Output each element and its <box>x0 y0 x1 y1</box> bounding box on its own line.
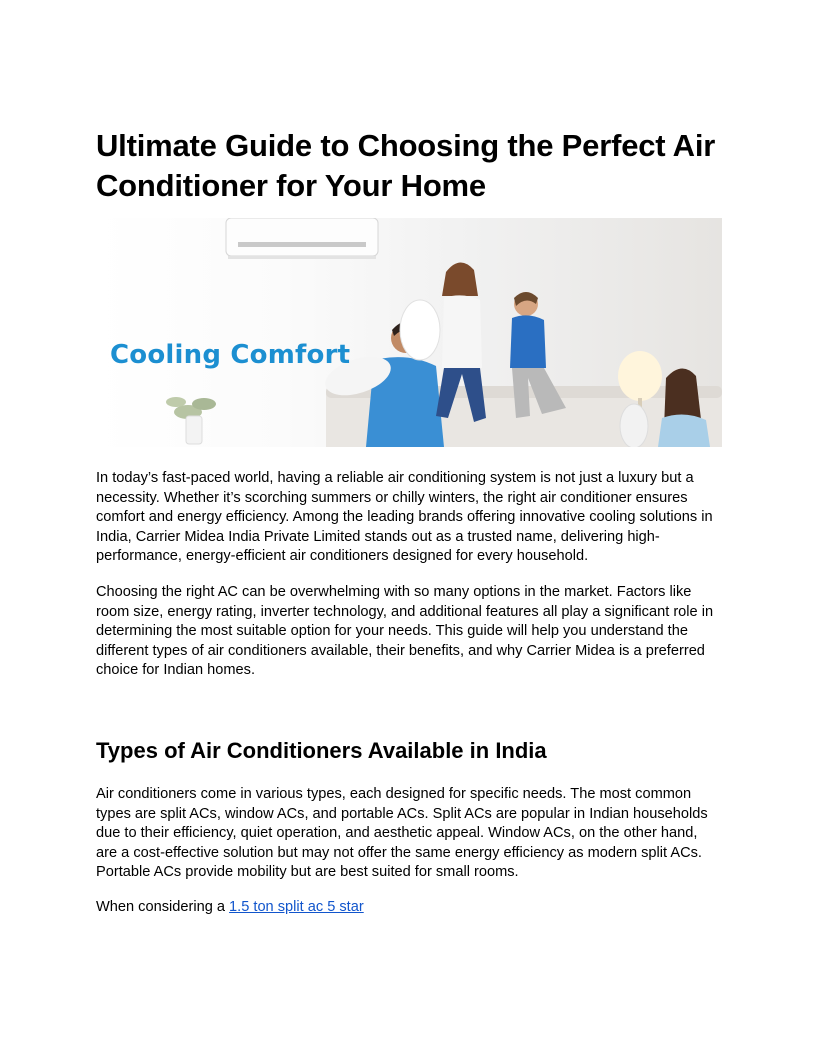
hero-illustration <box>96 218 722 447</box>
section-paragraph: Air conditioners come in various types, each designed for specific needs. The most common types are split ACs, window ACs, and portable ACs. Split ACs are popular in Indian households due to their efficiency, quiet operation, and aesthetic appeal. Window ACs, on the other hand, are a cost-effective solution but may not offer the same energy efficiency as modern split ACs. Portable ACs provide mobility but are best suited for small rooms. <box>96 786 708 881</box>
split-ac-link[interactable]: 1.5 ton split ac 5 star <box>229 899 364 915</box>
document-title: Ultimate Guide to Choosing the Perfect Air Conditioner for Your Home <box>96 128 716 203</box>
hero-image <box>96 218 722 447</box>
last-line-prefix: When considering a <box>96 899 230 915</box>
hero-caption: Cooling Comfort <box>110 340 351 370</box>
plant-icon <box>166 397 216 444</box>
section-heading: Types of Air Conditioners Available in India <box>96 738 547 763</box>
boy-figure <box>510 292 566 418</box>
intro-paragraph-2: Choosing the right AC can be overwhelming with so many options in the market. Factors like room size, energy rating, inverter technology, and additional features all play a significant role in determining the most suitable option for your needs. This guide will help you understand the different types of air conditioners available, their benefits, and why Carrier Midea is a preferred choice for Indian homes. <box>96 584 714 679</box>
intro-paragraph-1: In today’s fast-paced world, having a reliable air conditioning system is not just a luxury but a necessity. Whether it’s scorching summers or chilly winters, the right air conditioner ensures comfort and energy efficiency. Among the leading brands offering innovative cooling solutions in India, Carrier Midea India Private Limited stands out as a trusted name, delivering high-performance, energy-efficient air conditioners designed for every household. <box>96 470 713 565</box>
air-conditioner-unit <box>226 218 378 259</box>
last-line <box>96 898 722 918</box>
